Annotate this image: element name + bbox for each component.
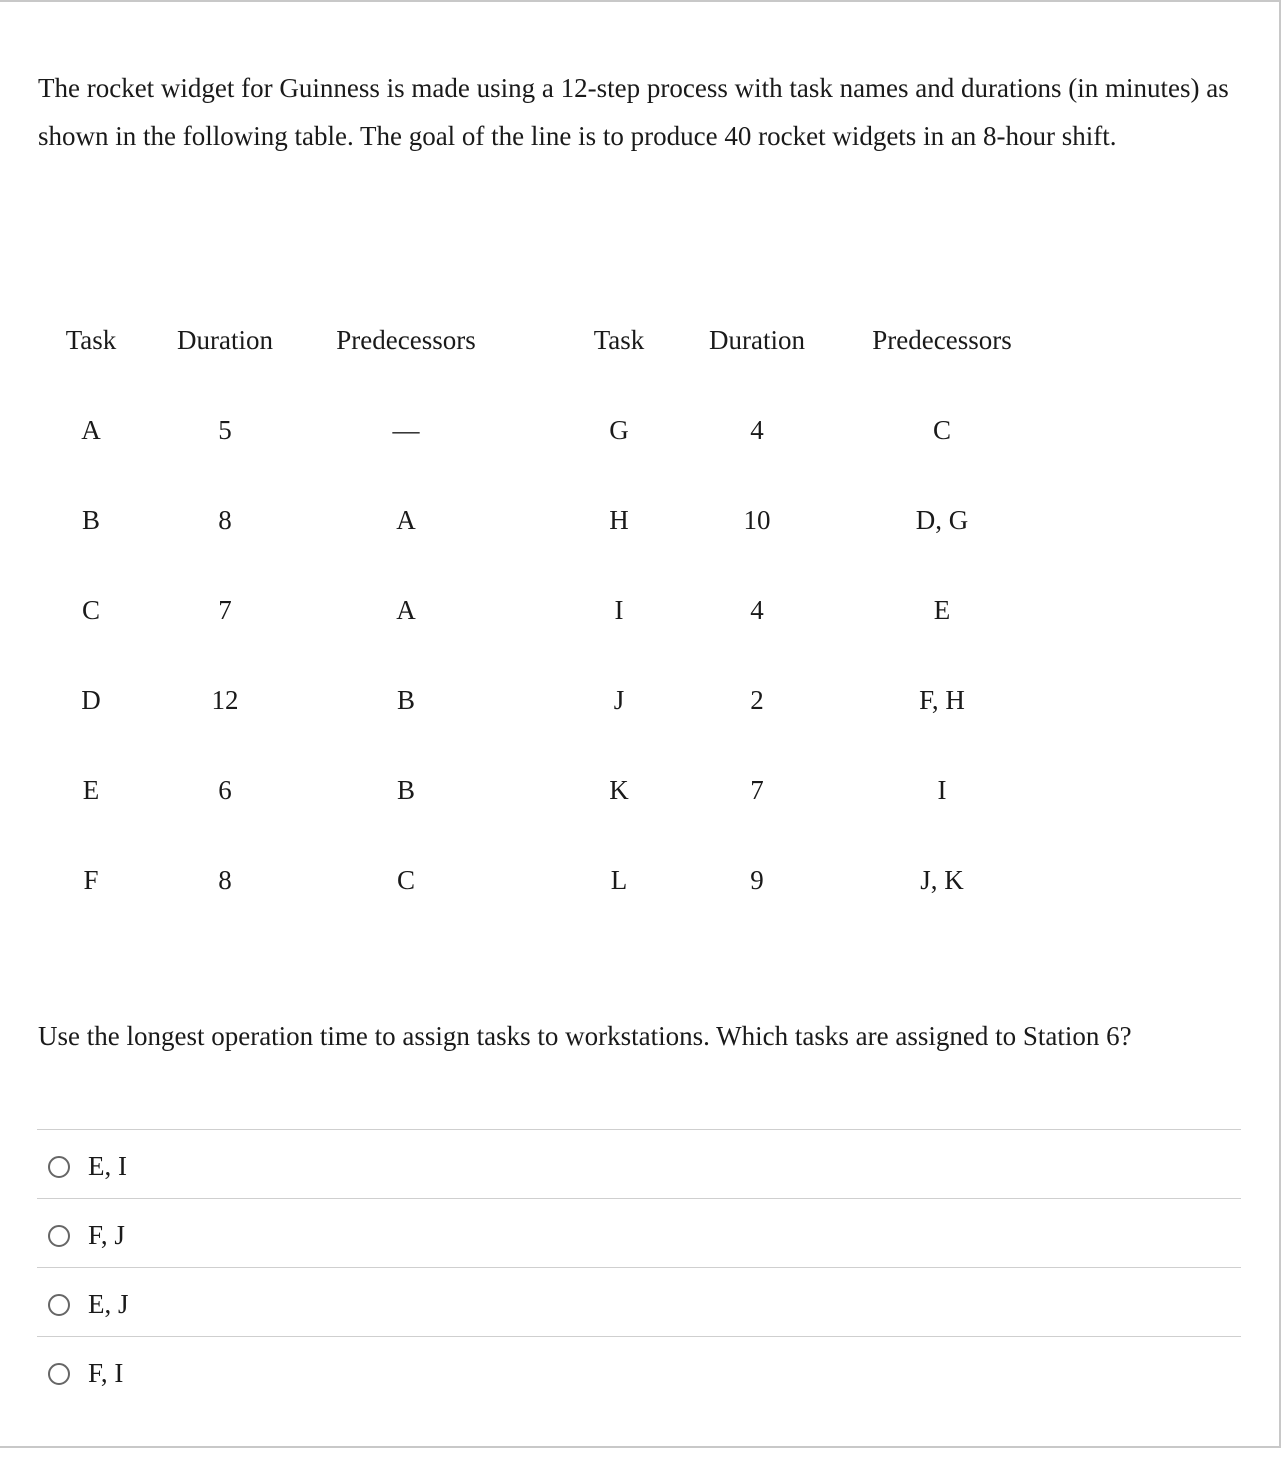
answer-option-label[interactable]: E, J bbox=[88, 1289, 129, 1319]
answer-option-4[interactable] bbox=[37, 1336, 1241, 1405]
table-cell: A bbox=[396, 595, 416, 625]
table-cell: B bbox=[81, 505, 101, 535]
answer-option-label[interactable]: F, I bbox=[88, 1358, 124, 1388]
table-cell: J bbox=[613, 685, 625, 715]
table-cell: H bbox=[609, 505, 629, 535]
answer-option-label[interactable]: F, J bbox=[88, 1220, 125, 1250]
table-cell: B bbox=[396, 775, 416, 805]
table-cell: L bbox=[610, 865, 628, 895]
radio-button-icon[interactable] bbox=[48, 1156, 70, 1178]
header-duration-2: Duration bbox=[709, 325, 805, 355]
intro-text: The rocket widget for Guinness is made using a 12-step process with task names and durations (in minutes) as shown in the following table. The goal of the line is to produce 40 rocket widgets in an 8-hour shift. bbox=[38, 73, 1229, 151]
header-predecessors-1: Predecessors bbox=[336, 325, 476, 355]
table-cell: C bbox=[81, 595, 101, 625]
table-cell: 7 bbox=[218, 595, 232, 625]
table-cell: G bbox=[609, 415, 629, 445]
table-cell: 7 bbox=[750, 775, 764, 805]
table-cell: 4 bbox=[750, 595, 764, 625]
table-cell: K bbox=[609, 775, 629, 805]
table-cell: E bbox=[82, 775, 100, 805]
table-cell: 9 bbox=[750, 865, 764, 895]
header-predecessors-2: Predecessors bbox=[872, 325, 1012, 355]
answer-options bbox=[37, 1129, 1241, 1405]
answer-option-3[interactable] bbox=[37, 1267, 1241, 1336]
table-cell: 6 bbox=[218, 775, 232, 805]
header-duration-1: Duration bbox=[177, 325, 273, 355]
answer-option-1[interactable] bbox=[37, 1129, 1241, 1198]
table-cell: C bbox=[396, 865, 416, 895]
table-cell: 4 bbox=[750, 415, 764, 445]
table-cell: 5 bbox=[218, 415, 232, 445]
radio-button-icon[interactable] bbox=[48, 1225, 70, 1247]
table-cell: I bbox=[614, 595, 624, 625]
table-cell: D, G bbox=[915, 505, 969, 535]
table-cell: 10 bbox=[743, 505, 771, 535]
table-cell: C bbox=[932, 415, 952, 445]
answer-option-label[interactable]: E, I bbox=[88, 1151, 127, 1181]
table-cell: I bbox=[937, 775, 947, 805]
table-cell: B bbox=[396, 685, 416, 715]
table-cell: 2 bbox=[750, 685, 764, 715]
table-cell: A bbox=[81, 415, 101, 445]
table-cell: 8 bbox=[218, 505, 232, 535]
table-cell: D bbox=[81, 685, 101, 715]
table-cell: F bbox=[83, 865, 99, 895]
table-cell: F, H bbox=[919, 685, 965, 715]
table-cell: 12 bbox=[211, 685, 239, 715]
table-cell: E bbox=[933, 595, 951, 625]
table-cell: 8 bbox=[218, 865, 232, 895]
radio-button-icon[interactable] bbox=[48, 1363, 70, 1385]
table-cell: A bbox=[396, 505, 416, 535]
table-cell: — bbox=[392, 415, 420, 445]
header-task-2: Task bbox=[593, 325, 645, 355]
header-task-1: Task bbox=[65, 325, 117, 355]
answer-option-2[interactable] bbox=[37, 1198, 1241, 1267]
radio-button-icon[interactable] bbox=[48, 1294, 70, 1316]
table-cell: J, K bbox=[920, 865, 964, 895]
question-text: Use the longest operation time to assign tasks to workstations. Which tasks are assigned to Station 6? bbox=[38, 1021, 1132, 1051]
